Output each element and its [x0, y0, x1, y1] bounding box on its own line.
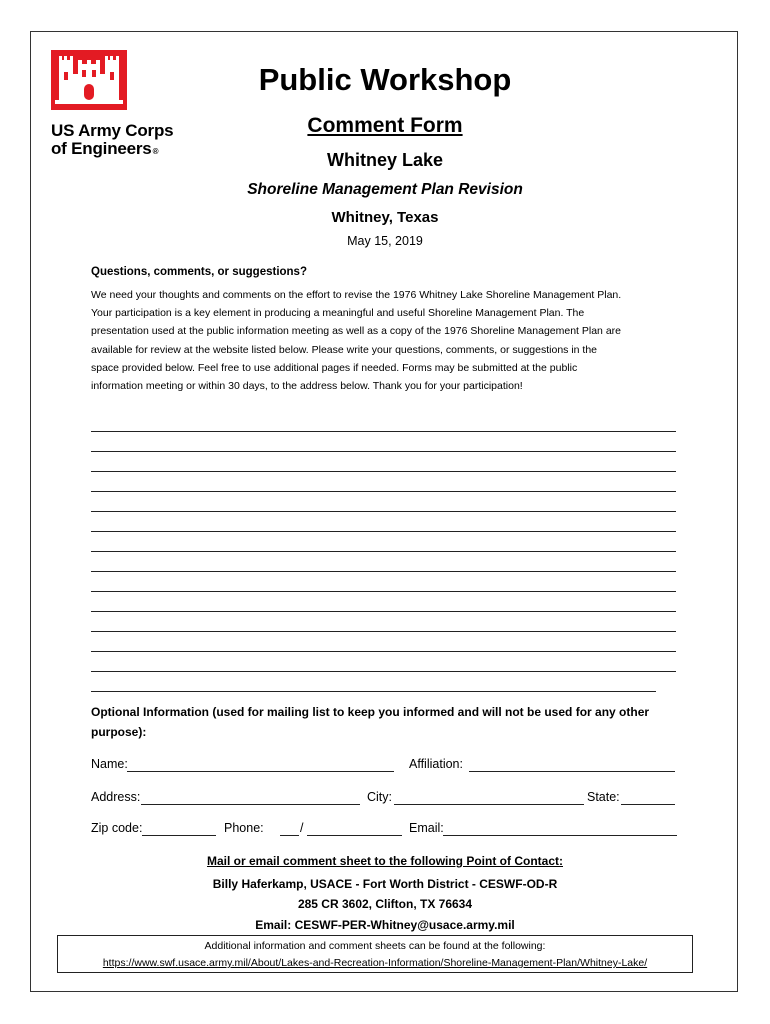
comment-line[interactable]: [91, 592, 676, 612]
comment-line[interactable]: [91, 612, 676, 632]
email-field[interactable]: [443, 821, 677, 836]
state-label: State:: [587, 790, 620, 804]
name-label: Name:: [91, 757, 128, 771]
intro-line: We need your thoughts and comments on the effort to revise the 1976 Whitney Lake Shoreline Management Plan.: [91, 289, 622, 301]
comment-line[interactable]: [91, 492, 676, 512]
address-field[interactable]: [141, 790, 360, 805]
comment-line[interactable]: [91, 452, 676, 472]
phone-label: Phone:: [224, 821, 264, 835]
lake-name: Whitney Lake: [326, 150, 444, 170]
info-box: [57, 935, 693, 973]
address-label: Address:: [91, 790, 141, 804]
comment-line[interactable]: [91, 652, 676, 672]
phone-number-field[interactable]: [307, 821, 402, 836]
email-label: Email:: [409, 821, 444, 835]
intro-line: Your participation is a key element in producing a meaningful and useful Shoreline Management Plan. The: [91, 307, 585, 320]
registered-mark: ®: [152, 147, 159, 156]
comment-area[interactable]: [91, 412, 676, 692]
contact-address: 285 CR 3602, Clifton, TX 76634: [297, 897, 473, 911]
city-field[interactable]: [394, 790, 584, 805]
org-line-1: US Army Corps: [51, 121, 174, 140]
comment-line[interactable]: [91, 412, 676, 432]
affiliation-field[interactable]: [469, 757, 675, 772]
info-link[interactable]: https://www.swf.usace.army.mil/About/Lakes-and-Recreation-Information/Shoreline-Management-Plan/Whitney-Lake/: [102, 957, 648, 969]
comment-line[interactable]: [91, 532, 676, 552]
comment-line[interactable]: [91, 572, 676, 592]
comment-line[interactable]: [91, 632, 676, 652]
contact-person: Billy Haferkamp, USACE - Fort Worth District - CESWF-OD-R: [212, 877, 558, 891]
comment-line[interactable]: [91, 672, 656, 692]
intro-heading: Questions, comments, or suggestions?: [91, 266, 307, 278]
intro-line: presentation used at the public information meeting as well as a copy of the 1976 Shoreline Management Plan are: [91, 325, 621, 338]
state-field[interactable]: [621, 790, 675, 805]
comment-line[interactable]: [91, 512, 676, 532]
info-note: Additional information and comment sheets can be found at the following:: [204, 940, 546, 952]
date: May 15, 2019: [347, 234, 423, 248]
page-title: Public Workshop: [258, 62, 512, 97]
subject: Shoreline Management Plan Revision: [247, 181, 523, 198]
intro-line: space provided below. Feel free to use additional pages if needed. Forms may be submitted at the public: [91, 361, 578, 374]
zip-field[interactable]: [142, 821, 216, 836]
form-name: Comment Form: [307, 114, 463, 137]
city-label: City:: [367, 790, 392, 804]
affiliation-label: Affiliation:: [409, 757, 463, 771]
zip-label: Zip code:: [91, 821, 143, 835]
comment-line[interactable]: [91, 432, 676, 452]
intro-line: information meeting or within 30 days, to the address below. Thank you for your participation!: [91, 380, 523, 393]
intro-line: available for review at the website listed below. Please write your questions, comments, or suggestions in the: [91, 343, 598, 356]
name-field[interactable]: [127, 757, 394, 772]
comment-line[interactable]: [91, 552, 676, 572]
intro-paragraph: [91, 286, 691, 395]
org-line-2: of Engineers: [51, 139, 152, 158]
location: Whitney, Texas: [331, 209, 439, 226]
name-row: [91, 757, 128, 771]
phone-area-field[interactable]: [280, 821, 299, 836]
comment-line[interactable]: [91, 472, 676, 492]
optional-info-heading: Optional Information (used for mailing list to keep you informed and will not be used for any other purpose):: [91, 705, 650, 739]
contact-email: Email: CESWF-PER-Whitney@usace.army.mil: [255, 918, 515, 932]
contact-heading: Mail or email comment sheet to the following Point of Contact:: [206, 854, 563, 868]
phone-separator: /: [300, 821, 304, 835]
